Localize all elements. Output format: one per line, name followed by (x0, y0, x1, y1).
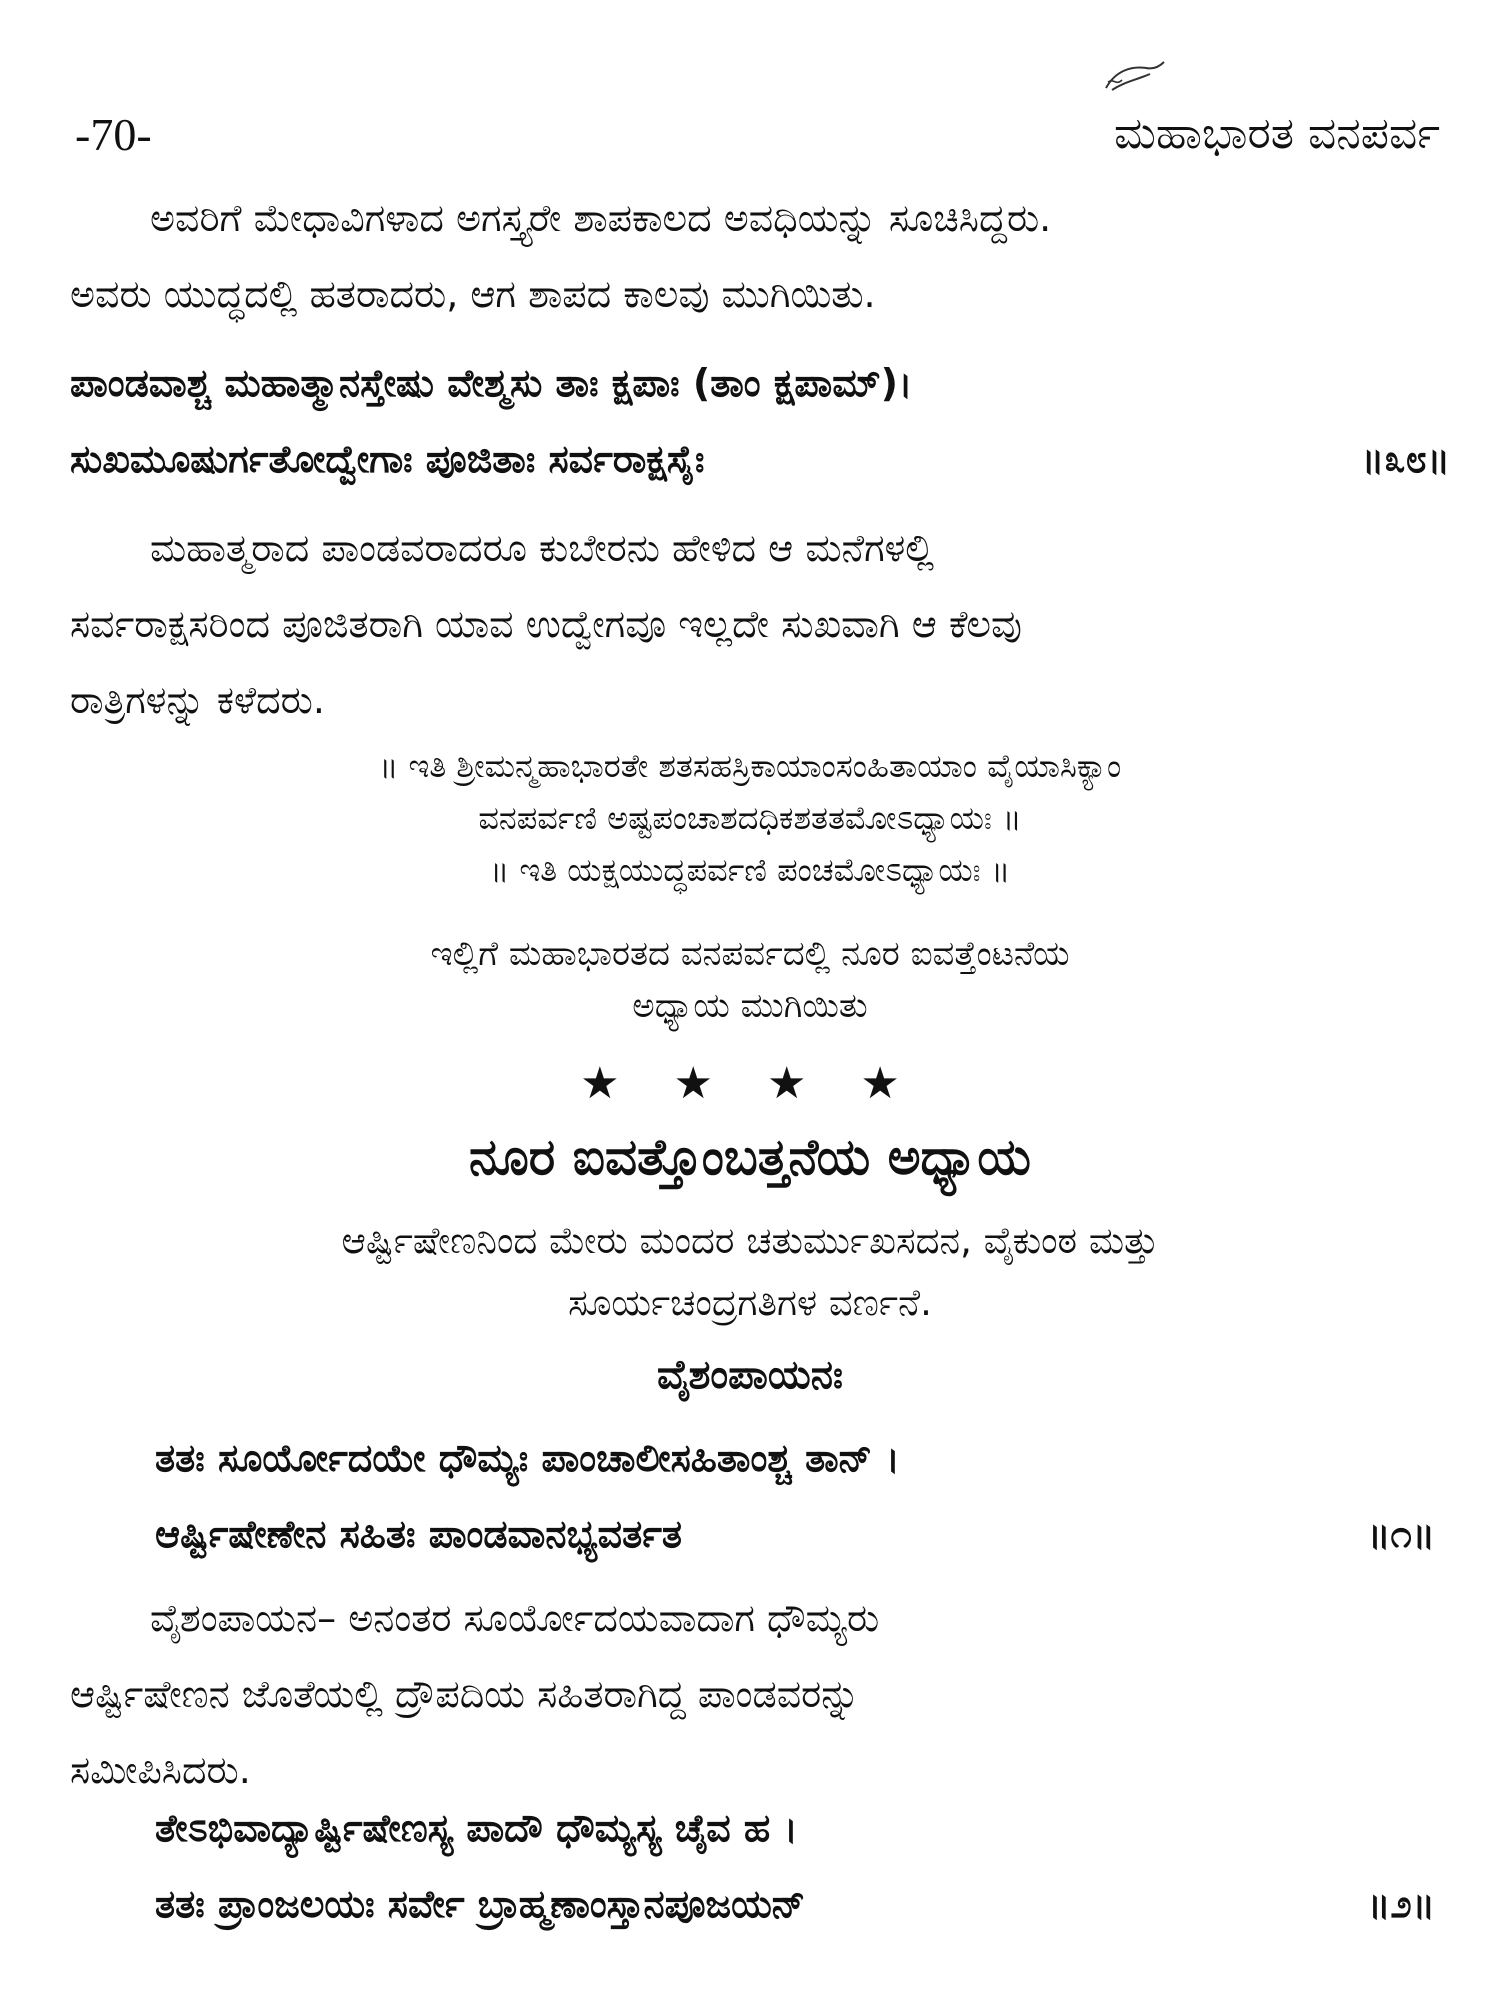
verse-1 (155, 1420, 1435, 1572)
verse-number: ॥೩೮॥ (1361, 437, 1450, 481)
text-line: ಅವರು ಯುದ್ಧದಲ್ಲಿ ಹತರಾದರು, ಆಗ ಶಾಪದ ಕಾಲವು ಮುಗಿಯಿತು. (70, 272, 876, 316)
chapter-end-line: ಅಧ್ಯಾಯ ಮುಗಿಯಿತು (632, 986, 868, 1026)
chapter-end-line: ಇಲ್ಲಿಗೆ ಮಹಾಭಾರತದ ವನಪರ್ವದಲ್ಲಿ ನೂರ ಐವತ್ತೆಂಟನೆಯ (430, 934, 1070, 974)
summary-line: ಸೂರ್ಯಚಂದ್ರಗತಿಗಳ ವರ್ಣನೆ. (568, 1281, 932, 1324)
verse-38 (70, 345, 1450, 497)
verse-text: ಸುಖಮೂಷುರ್ಗತೋದ್ವೇಗಾಃ ಪೂಜಿತಾಃ ಸರ್ವರಾಕ್ಷಸೈಃ (70, 437, 705, 481)
paragraph-2 (70, 510, 1450, 738)
verse-line (155, 1420, 1435, 1496)
verse-text: ತತಃ ಸೂರ್ಯೋದಯೇ ಧೌಮ್ಯಃ ಪಾಂಚಾಲೀಸಹಿತಾಂಶ್ಚ ತಾನ್ । (155, 1436, 900, 1480)
verse-text: ಆರ್ಷ್ಟಿಷೇಣೇನ ಸಹಿತಃ ಪಾಂಡವಾನಭ್ಯವರ್ತತ (155, 1512, 683, 1556)
verse-line (155, 1866, 1435, 1942)
verse-text: ತೇಽಭಿವಾದ್ಯಾರ್ಷ್ಟಿಷೇಣಸ್ಯ ಪಾದೌ ಧೌಮ್ಯಸ್ಯ ಚೈವ ಹ । (155, 1806, 798, 1850)
paragraph-3 (70, 1580, 1450, 1808)
section-separator: ★ ★ ★ ★ (580, 1058, 920, 1109)
text-line: ವೈಶಂಪಾಯನ– ಅನಂತರ ಸೂರ್ಯೋದಯವಾದಾಗ ಧೌಮ್ಯರು (150, 1596, 880, 1640)
summary-line: ಆರ್ಷ್ಟಿಷೇಣನಿಂದ ಮೇರು ಮಂದರ ಚತುರ್ಮುಖಸದನ, ವೈಕುಂಠ ಮತ್ತು (341, 1219, 1159, 1262)
text-line: ಅವರಿಗೆ ಮೇಧಾವಿಗಳಾದ ಅಗಸ್ತ್ಯರೇ ಶಾಪಕಾಲದ ಅವಧಿಯನ್ನು ಸೂಚಿಸಿದ್ದರು. (150, 196, 1052, 240)
verse-number: ॥೧॥ (1367, 1512, 1435, 1556)
verse-2 (155, 1790, 1435, 1942)
chapter-title: ನೂರ ಐವತ್ತೊಂಬತ್ತನೆಯ ಅಧ್ಯಾಯ (469, 1128, 1031, 1186)
paragraph-1 (70, 180, 1450, 332)
running-title: ಮಹಾಭಾರತ ವನಪರ್ವ (1114, 108, 1440, 159)
text-line: ಸರ್ವರಾಕ್ಷಸರಿಂದ ಪೂಜಿತರಾಗಿ ಯಾವ ಉದ್ವೇಗವೂ ಇಲ್ಲದೇ ಸುಖವಾಗಿ ಆ ಕೆಲವು (70, 602, 1022, 646)
verse-line (155, 1496, 1435, 1572)
verse-number: ॥೨॥ (1367, 1882, 1435, 1926)
text-line: ರಾತ್ರಿಗಳನ್ನು ಕಳೆದರು. (70, 678, 325, 722)
speaker-heading: ವೈಶಂಪಾಯನಃ (657, 1352, 843, 1398)
text-line: ಮಹಾತ್ಮರಾದ ಪಾಂಡವರಾದರೂ ಕುಬೇರನು ಹೇಳಿದ ಆ ಮನೆಗಳಲ್ಲಿ (150, 526, 935, 570)
page-number: -70- (75, 109, 152, 160)
colophon-line: ॥ ಇತಿ ಶ್ರೀಮನ್ಮಹಾಭಾರತೇ ಶತಸಹಸ್ರಿಕಾಯಾಂಸಂಹಿತಾಯಾಂ ವೈಯಾಸಿಕ್ಯಾಂ (378, 747, 1122, 785)
verse-text: ಪಾಂಡವಾಶ್ಚ ಮಹಾತ್ಮಾನಸ್ತೇಷು ವೇಶ್ಮಸು ತಾಃ ಕ್ಷಪಾಃ (ತಾಂ ಕ್ಷಪಾಮ್)। (70, 361, 913, 405)
verse-line (70, 421, 1450, 497)
verse-line (70, 345, 1450, 421)
text-line: ಆರ್ಷ್ಟಿಷೇಣನ ಜೊತೆಯಲ್ಲಿ ದ್ರೌಪದಿಯ ಸಹಿತರಾಗಿದ್ದ ಪಾಂಡವರನ್ನು (70, 1672, 860, 1716)
colophon (0, 740, 1500, 896)
colophon-line: ॥ ಇತಿ ಯಕ್ಷಯುದ್ಧಪರ್ವಣಿ ಪಂಚಮೋಽಧ್ಯಾಯಃ ॥ (489, 851, 1011, 889)
handwritten-mark (1102, 60, 1166, 94)
text-line: ಸಮೀಪಿಸಿದರು. (70, 1748, 251, 1792)
chapter-end-note (0, 928, 1500, 1032)
verse-text: ತತಃ ಪ್ರಾಂಜಲಯಃ ಸರ್ವೇ ಬ್ರಾಹ್ಮಣಾಂಸ್ತಾನಪೂಜಯನ್ (155, 1882, 806, 1926)
verse-line (155, 1790, 1435, 1866)
chapter-summary (0, 1210, 1500, 1334)
colophon-line: ವನಪರ್ವಣಿ ಅಷ್ಟಪಂಚಾಶದಧಿಕಶತತಮೋಽಧ್ಯಾಯಃ ॥ (478, 799, 1022, 837)
